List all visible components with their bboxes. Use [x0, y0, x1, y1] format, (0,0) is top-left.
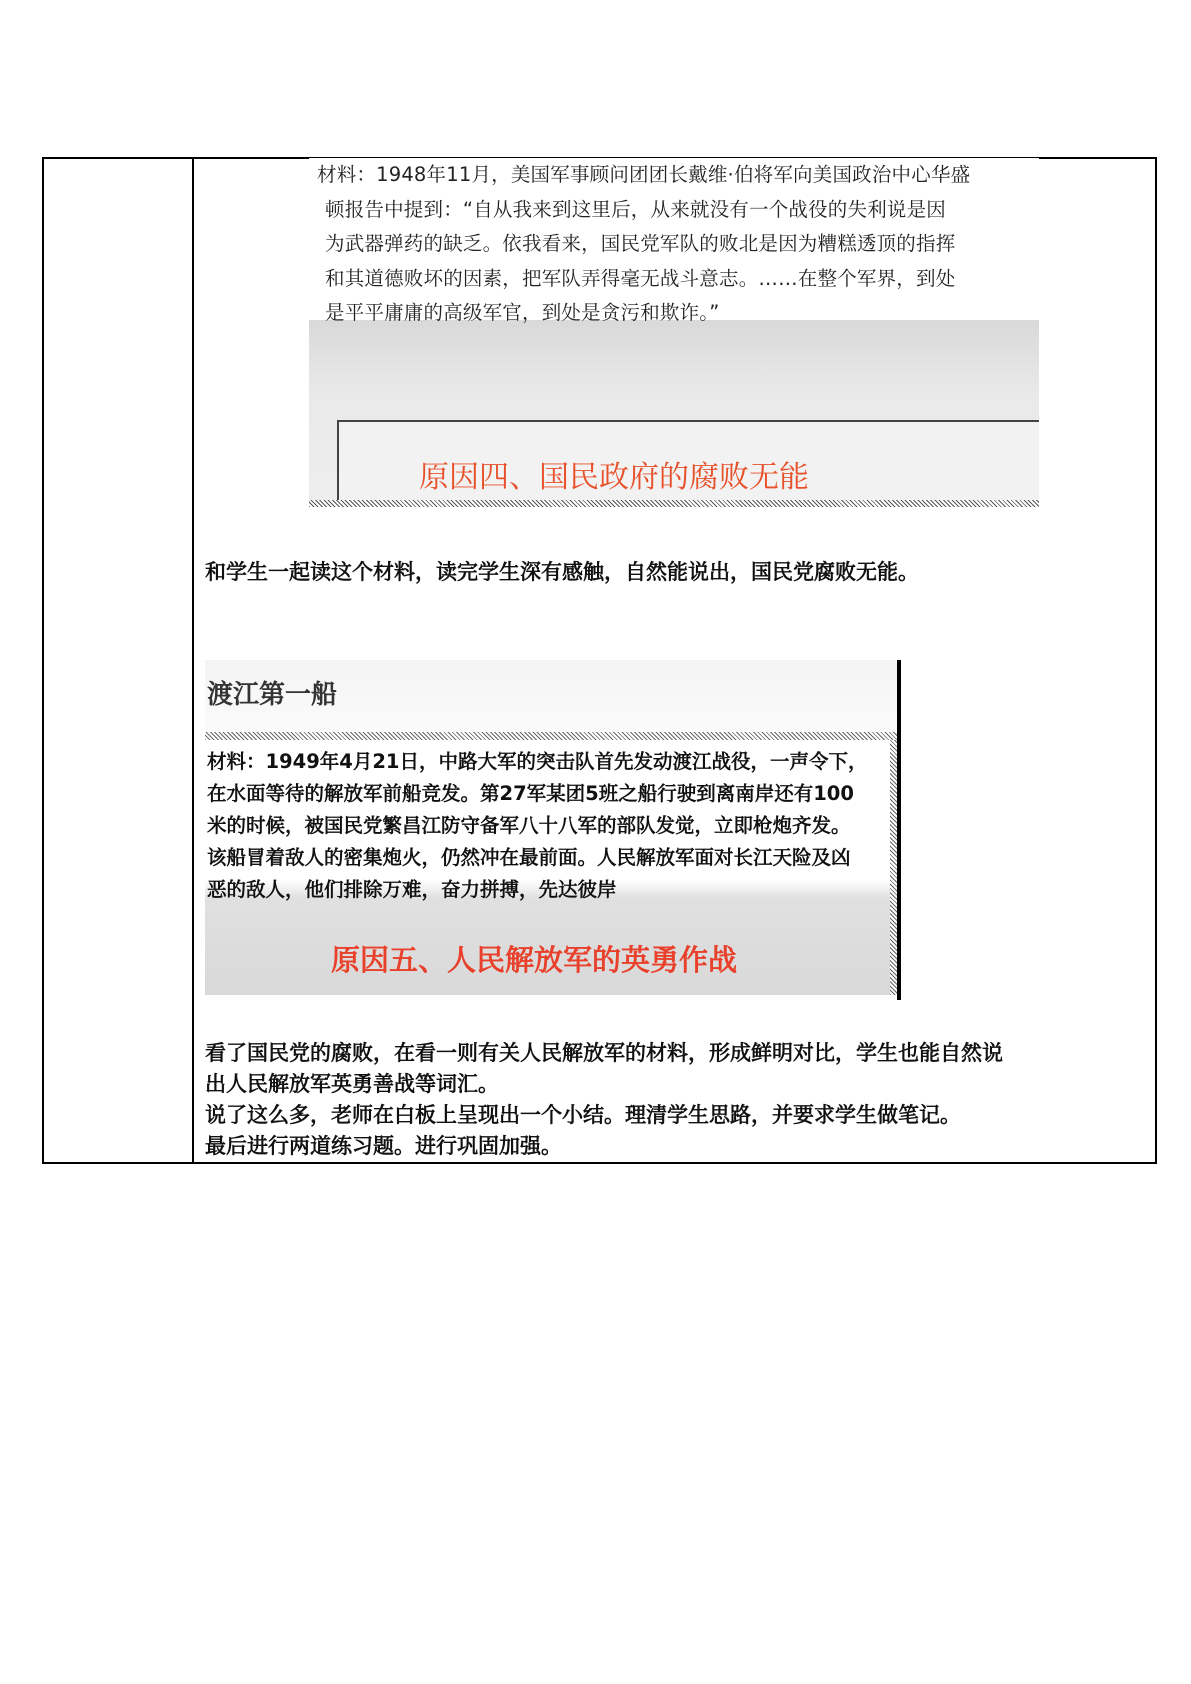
- material-line: 顿报告中提到：“自从我来到这里后，从来就没有一个战役的失利说是因: [325, 197, 947, 221]
- material-line: 是平平庸庸的高级军官，到处是贪污和欺诈。”: [325, 301, 720, 324]
- closing-line: 看了国民党的腐败，在看一则有关人民解放军的材料，形成鲜明对比，学生也能自然说: [205, 1041, 1003, 1065]
- slide2-right-border: [897, 660, 901, 1000]
- slide2-title: 原因五、人民解放军的英勇作战: [331, 943, 738, 977]
- slide2-heading: 渡江第一船: [207, 680, 338, 710]
- material-line: 恶的敌人，他们排除万难，奋力拼搏，先达彼岸: [207, 878, 617, 901]
- closing-line: 出人民解放军英勇善战等词汇。: [205, 1072, 499, 1096]
- material-line: 该船冒着敌人的密集炮火，仍然冲在最前面。人民解放军面对长江天险及凶: [207, 846, 851, 869]
- slide2-material-text: [207, 746, 887, 906]
- teaching-note-1: 和学生一起读这个材料，读完学生深有感触，自然能说出，国民党腐败无能。: [205, 560, 919, 584]
- slide-image-river-crossing: [205, 660, 905, 1000]
- slide2-header: [205, 660, 897, 734]
- hatched-border: [205, 732, 897, 740]
- material-line: 在水面等待的解放军前船竞发。第27军某团5班之船行驶到离南岸还有100: [207, 782, 854, 805]
- slide1-title-box: [337, 420, 1039, 507]
- material-line: 米的时候，被国民党繁昌江防守备军八十八军的部队发觉，立即枪炮齐发。: [207, 814, 851, 837]
- hatched-border: [309, 500, 1039, 507]
- slide2-body: [205, 740, 890, 995]
- closing-line: 最后进行两道练习题。进行巩固加强。: [205, 1134, 562, 1158]
- material-line: 为武器弹药的缺乏。依我看来，国民党军队的败北是因为糟糕透顶的指挥: [325, 232, 956, 255]
- slide-image-kmt-corruption: [309, 158, 1039, 508]
- slide1-material-text: [317, 158, 1037, 331]
- material-line: 材料：1948年11月，美国军事顾问团团长戴维·伯将军向美国政治中心华盛: [317, 163, 971, 186]
- hatched-border-vertical: [890, 740, 897, 995]
- material-line: 和其道德败坏的因素，把军队弄得毫无战斗意志。……在整个军界，到处: [325, 266, 956, 290]
- column-divider: [192, 159, 194, 1162]
- material-line: 材料：1949年4月21日，中路大军的突击队首先发动渡江战役，一声令下，: [207, 750, 868, 773]
- slide1-title: 原因四、国民政府的腐败无能: [419, 460, 809, 495]
- closing-line: 说了这么多，老师在白板上呈现出一个小结。理清学生思路，并要求学生做笔记。: [205, 1103, 961, 1127]
